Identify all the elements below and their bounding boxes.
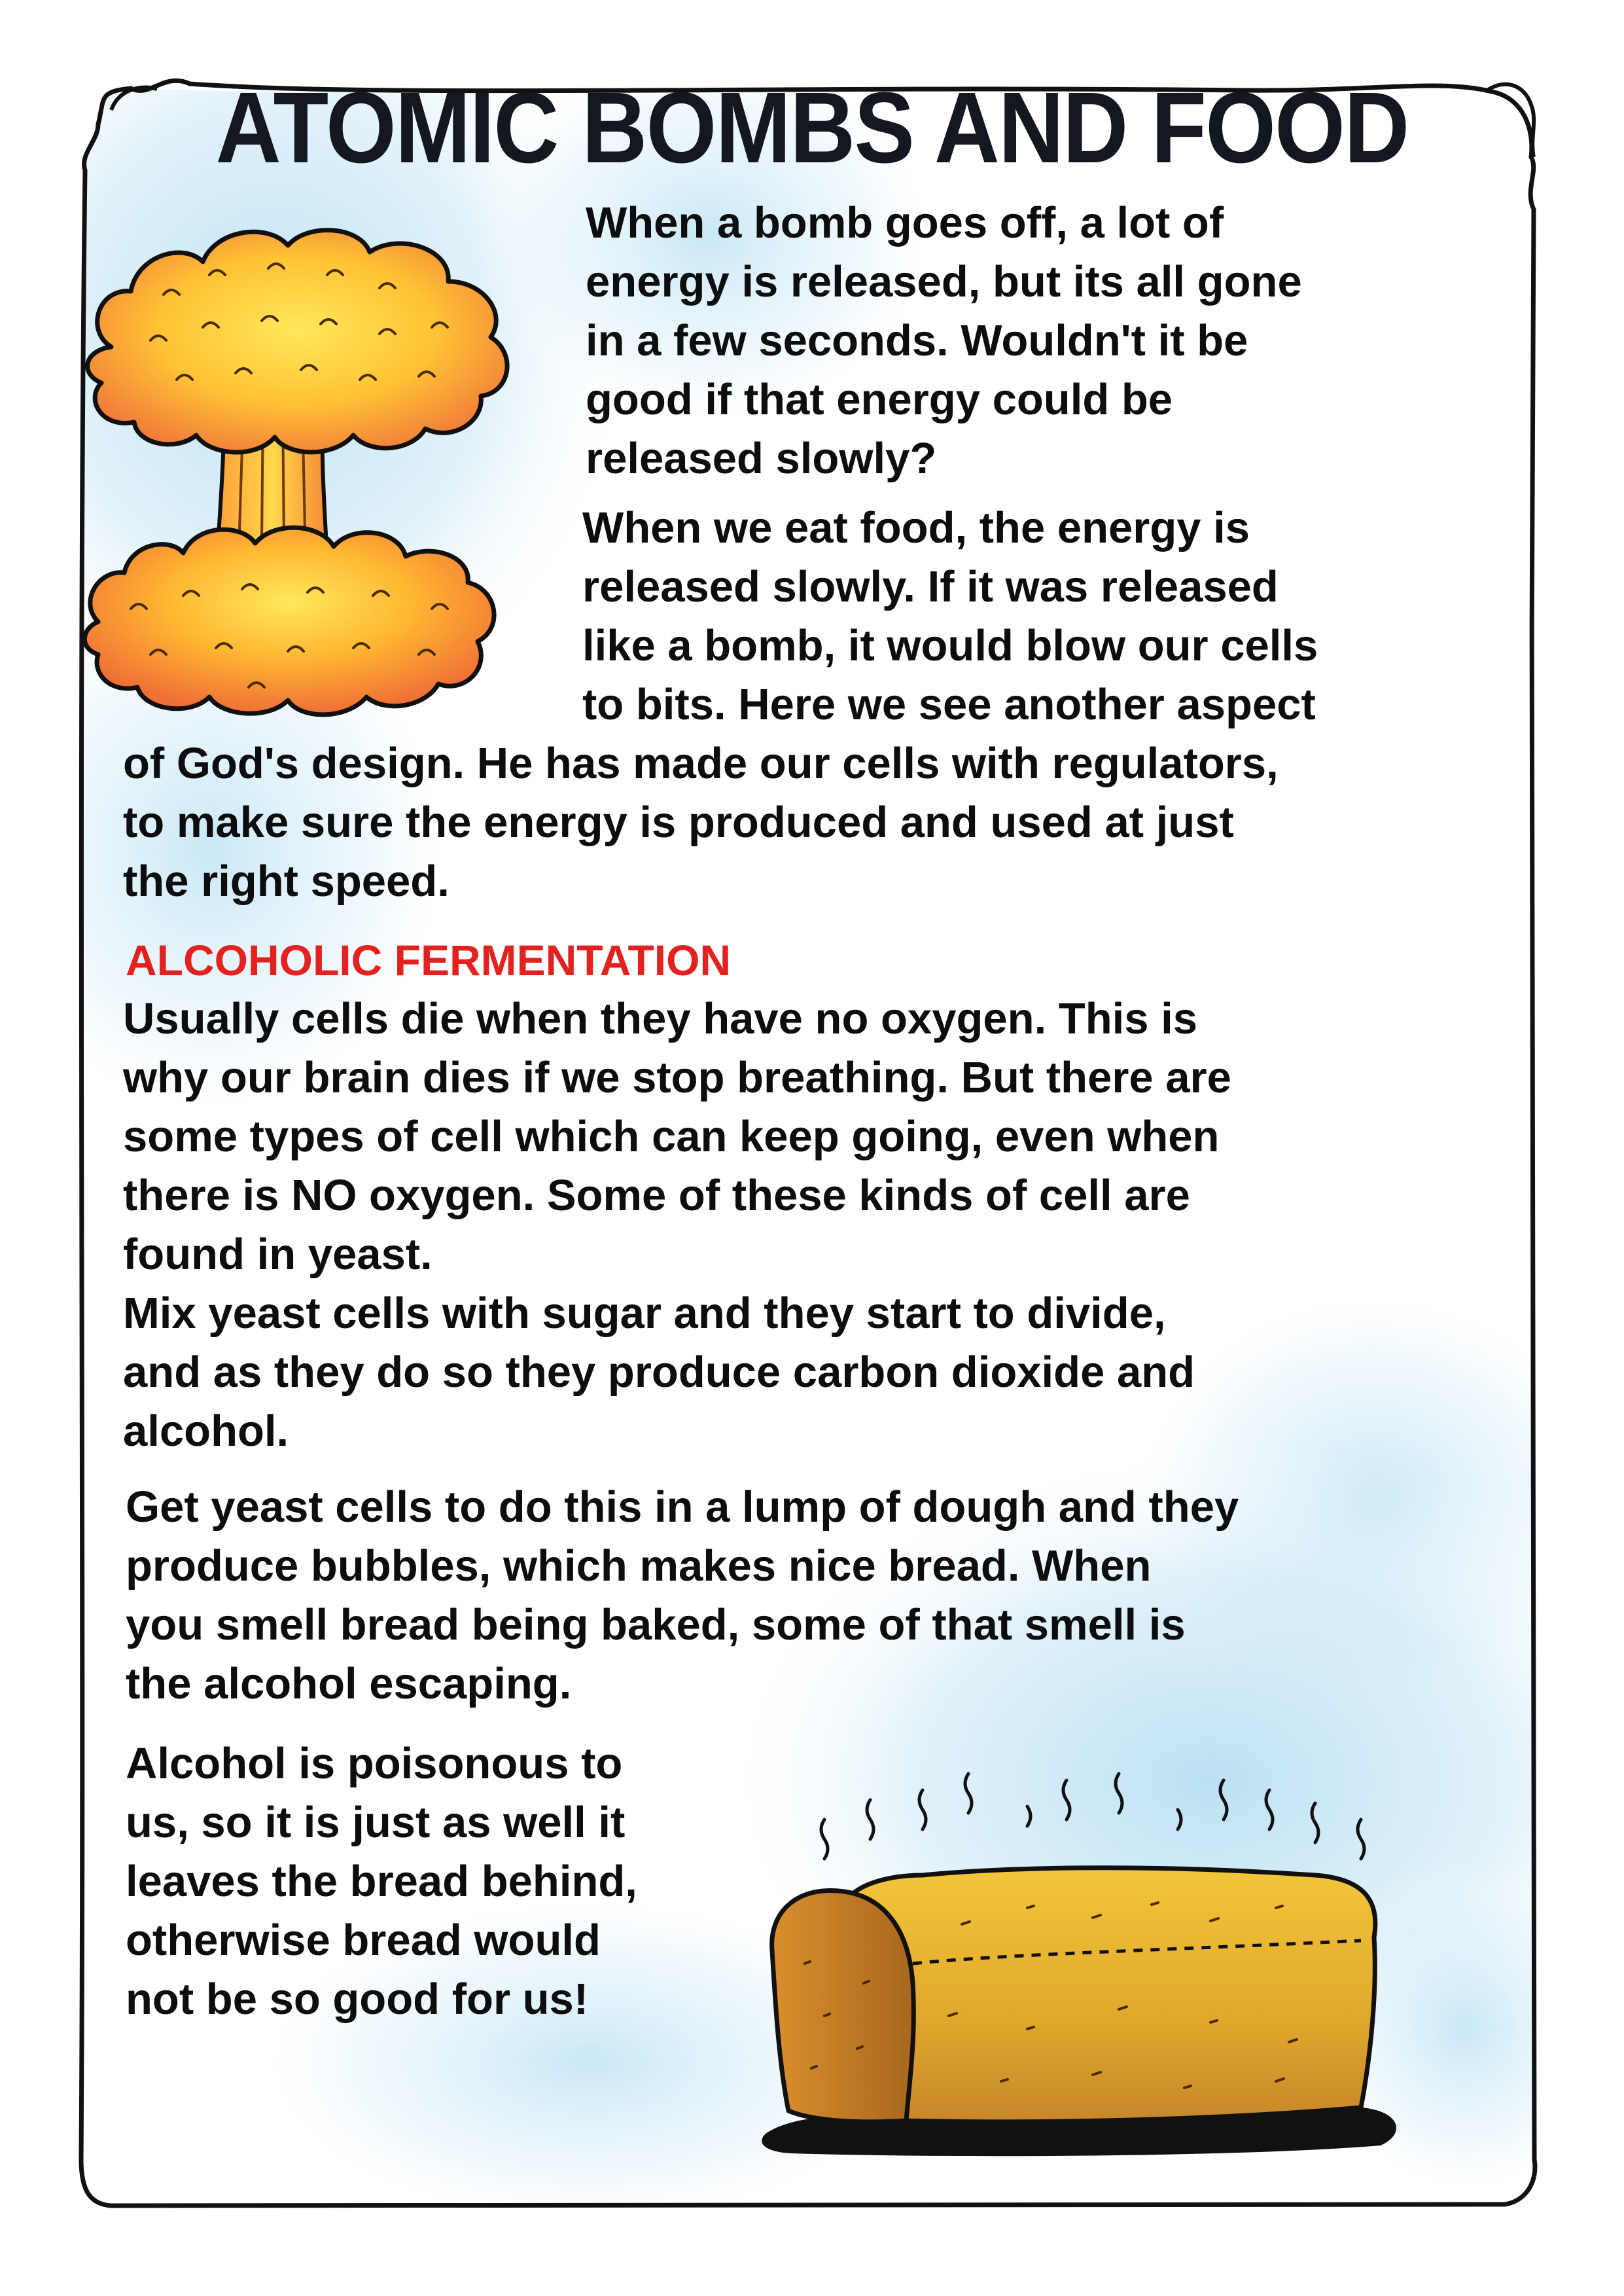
- paragraph-alcohol-poison: [126, 1734, 637, 2029]
- text-line: Alcohol is poisonous to: [126, 1739, 623, 1788]
- section-heading: ALCOHOLIC FERMENTATION: [126, 936, 732, 984]
- text-line: us, so it is just as well it: [126, 1798, 626, 1847]
- text-line: in a few seconds. Wouldn't it be: [586, 316, 1248, 365]
- text-line: released slowly?: [586, 434, 937, 483]
- text-line: there is NO oxygen. Some of these kinds of cell are: [123, 1171, 1190, 1220]
- text-line: good if that energy could be: [586, 375, 1173, 424]
- text-line: like a bomb, it would blow our cells: [582, 621, 1318, 670]
- text-line: otherwise bread would: [126, 1916, 601, 1965]
- paragraph-bomb-energy: [586, 194, 1302, 488]
- paragraph-food-energy: [582, 499, 1318, 734]
- paragraph-fermentation: [123, 990, 1231, 1461]
- bread-loaf-icon: [752, 1767, 1413, 2160]
- text-line: found in yeast.: [123, 1230, 432, 1279]
- text-line: Mix yeast cells with sugar and they start to divide,: [123, 1289, 1166, 1338]
- text-line: leaves the bread behind,: [126, 1857, 637, 1906]
- paragraph-bread-dough: [126, 1478, 1239, 1713]
- text-line: alcohol.: [123, 1407, 289, 1456]
- text-line: Usually cells die when they have no oxygen. This is: [123, 994, 1198, 1043]
- text-line: of God's design. He has made our cells with regulators,: [123, 739, 1279, 788]
- page-title: ATOMIC BOMBS AND FOOD: [215, 71, 1409, 184]
- text-line: released slowly. If it was released: [582, 562, 1279, 611]
- text-line: energy is released, but its all gone: [586, 257, 1302, 306]
- text-line: When a bomb goes off, a lot of: [586, 198, 1224, 247]
- text-line: some types of cell which can keep going, even when: [123, 1112, 1220, 1161]
- text-line: Get yeast cells to do this in a lump of dough and they: [126, 1482, 1239, 1532]
- text-line: the alcohol escaping.: [126, 1659, 572, 1708]
- text-line: When we eat food, the energy is: [582, 503, 1250, 552]
- paragraph-food-energy-continued: [123, 734, 1279, 911]
- text-line: and as they do so they produce carbon dioxide and: [123, 1348, 1195, 1397]
- text-line: produce bubbles, which makes nice bread. When: [126, 1541, 1152, 1590]
- mushroom-cloud-icon: [72, 216, 543, 726]
- text-line: to make sure the energy is produced and used at just: [123, 798, 1234, 847]
- text-line: not be so good for us!: [126, 1975, 589, 2024]
- text-line: to bits. Here we see another aspect: [582, 680, 1316, 729]
- text-line: you smell bread being baked, some of that smell is: [126, 1600, 1186, 1649]
- text-line: the right speed.: [123, 857, 450, 906]
- text-line: why our brain dies if we stop breathing. But there are: [123, 1053, 1231, 1102]
